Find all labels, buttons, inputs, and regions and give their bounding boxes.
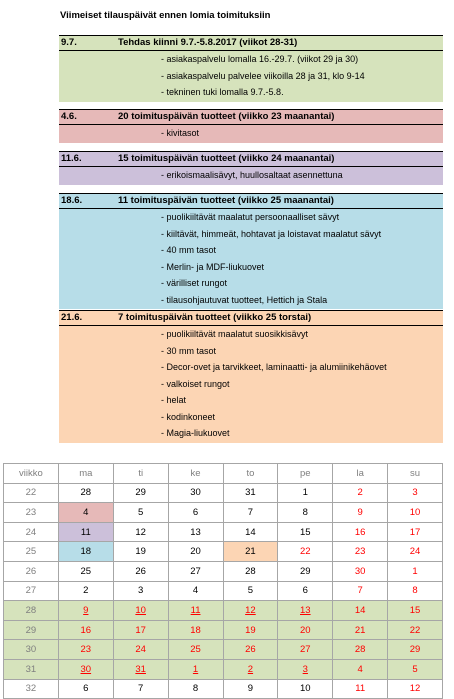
week-number: 26 — [4, 561, 59, 581]
header-cell: la — [333, 464, 388, 484]
day-cell: 31 — [113, 659, 168, 679]
day-cell: 24 — [388, 542, 443, 562]
list-item: - asiakaspalvelu lomalla 16.-29.7. (viikot 29 ja 30) — [161, 54, 359, 64]
list-item: - asiakaspalvelu palvelee viikoilla 28 ja 31, klo 9-14 — [161, 70, 365, 81]
day-cell: 13 — [278, 601, 333, 621]
page-title: Viimeiset tilauspäivät ennen lomia toimituksiin — [60, 10, 271, 21]
day-cell: 12 — [223, 601, 278, 621]
week-number: 31 — [4, 659, 59, 679]
day-cell: 9 — [223, 679, 278, 699]
day-cell: 30 — [168, 483, 223, 503]
day-cell: 16 — [58, 620, 113, 640]
day-cell: 19 — [113, 542, 168, 562]
day-cell: 29 — [278, 561, 333, 581]
day-cell: 5 — [388, 659, 443, 679]
day-cell: 3 — [113, 581, 168, 601]
header-cell: su — [388, 464, 443, 484]
day-cell: 3 — [278, 659, 333, 679]
week-number: 28 — [4, 601, 59, 621]
day-cell: 4 — [333, 659, 388, 679]
week-number: 30 — [4, 640, 59, 660]
block-header — [59, 193, 443, 209]
calendar-header-row — [4, 464, 443, 484]
day-cell: 2 — [223, 659, 278, 679]
block-header — [59, 35, 443, 51]
block-20-day — [59, 109, 443, 143]
week-number: 22 — [4, 483, 59, 503]
list-item: - kiiltävät, himmeät, hohtavat ja loistavat maalatut sävyt — [161, 228, 382, 239]
day-cell: 10 — [278, 679, 333, 699]
header-cell: viikko — [4, 464, 59, 484]
day-cell: 5 — [113, 503, 168, 523]
block-label: 15 toimituspäivän tuotteet (viikko 24 maanantai) — [118, 153, 335, 164]
day-cell: 28 — [58, 483, 113, 503]
block-7-day — [59, 310, 443, 443]
list-item: - tilausohjautuvat tuotteet, Hettich ja Stala — [161, 294, 328, 305]
day-cell: 28 — [223, 561, 278, 581]
week-number: 29 — [4, 620, 59, 640]
table-row — [4, 503, 443, 523]
day-cell: 10 — [388, 503, 443, 523]
list-item: - valkoiset rungot — [161, 378, 230, 389]
day-cell: 28 — [333, 640, 388, 660]
list-item: - helat — [161, 395, 187, 405]
day-cell: 22 — [278, 542, 333, 562]
block-date: 9.7. — [61, 37, 77, 48]
day-cell: 7 — [223, 503, 278, 523]
day-cell: 26 — [113, 561, 168, 581]
block-date: 18.6. — [61, 195, 83, 206]
list-item: - puolikiiltävät maalatut persoonaalliset sävyt — [161, 212, 340, 222]
table-row — [4, 601, 443, 621]
day-cell: 22 — [388, 620, 443, 640]
day-cell: 27 — [168, 561, 223, 581]
header-cell: to — [223, 464, 278, 484]
block-11-day — [59, 193, 443, 309]
day-cell: 1 — [168, 659, 223, 679]
list-item: - kivitasot — [161, 128, 200, 138]
header-cell: ke — [168, 464, 223, 484]
day-cell: 21 — [333, 620, 388, 640]
day-cell: 11 — [168, 601, 223, 621]
table-row — [4, 640, 443, 660]
list-item: - Decor-ovet ja tarvikkeet, laminaatti- ja alumiinikehäovet — [161, 362, 387, 372]
day-cell: 21 — [223, 542, 278, 562]
block-label: 20 toimituspäivän tuotteet (viikko 23 maanantai) — [118, 111, 335, 122]
day-cell: 29 — [113, 483, 168, 503]
table-row — [4, 542, 443, 562]
block-header — [59, 109, 443, 125]
day-cell: 5 — [223, 581, 278, 601]
block-label: 7 toimituspäivän tuotteet (viikko 25 torstai) — [118, 312, 312, 323]
list-item: - tekninen tuki lomalla 9.7.-5.8. — [161, 87, 284, 97]
day-cell: 14 — [333, 601, 388, 621]
block-date: 11.6. — [61, 153, 82, 164]
day-cell: 17 — [388, 522, 443, 542]
day-cell: 12 — [113, 522, 168, 542]
list-item: - kodinkoneet — [161, 411, 216, 422]
day-cell: 10 — [113, 601, 168, 621]
day-cell: 30 — [333, 561, 388, 581]
table-row — [4, 620, 443, 640]
table-row — [4, 522, 443, 542]
block-date: 21.6. — [61, 312, 83, 323]
week-number: 32 — [4, 679, 59, 699]
header-cell: pe — [278, 464, 333, 484]
list-item: - värilliset rungot — [161, 278, 228, 288]
day-cell: 4 — [58, 503, 113, 523]
day-cell: 23 — [333, 542, 388, 562]
day-cell: 6 — [58, 679, 113, 699]
day-cell: 3 — [388, 483, 443, 503]
day-cell: 13 — [168, 522, 223, 542]
day-cell: 2 — [58, 581, 113, 601]
block-15-day — [59, 151, 443, 185]
day-cell: 14 — [223, 522, 278, 542]
day-cell: 19 — [223, 620, 278, 640]
day-cell: 15 — [278, 522, 333, 542]
day-cell: 25 — [168, 640, 223, 660]
day-cell: 1 — [278, 483, 333, 503]
list-item: - Merlin- ja MDF-liukuovet — [161, 261, 265, 272]
day-cell: 8 — [388, 581, 443, 601]
block-header — [59, 151, 443, 167]
day-cell: 27 — [278, 640, 333, 660]
day-cell: 20 — [168, 542, 223, 562]
day-cell: 15 — [388, 601, 443, 621]
header-cell: ti — [113, 464, 168, 484]
list-item: - 30 mm tasot — [161, 345, 217, 356]
day-cell: 29 — [388, 640, 443, 660]
table-row — [4, 483, 443, 503]
day-cell: 6 — [168, 503, 223, 523]
day-cell: 17 — [113, 620, 168, 640]
table-row — [4, 659, 443, 679]
week-number: 24 — [4, 522, 59, 542]
day-cell: 7 — [113, 679, 168, 699]
list-item: - puolikiiltävät maalatut suosikkisävyt — [161, 329, 309, 339]
list-item: - Magia-liukuovet — [161, 428, 230, 438]
block-date: 4.6. — [61, 111, 77, 122]
day-cell: 23 — [58, 640, 113, 660]
week-number: 23 — [4, 503, 59, 523]
day-cell: 7 — [333, 581, 388, 601]
day-cell: 18 — [168, 620, 223, 640]
day-cell: 2 — [333, 483, 388, 503]
day-cell: 1 — [388, 561, 443, 581]
day-cell: 12 — [388, 679, 443, 699]
day-cell: 26 — [223, 640, 278, 660]
day-cell: 6 — [278, 581, 333, 601]
day-cell: 20 — [278, 620, 333, 640]
day-cell: 9 — [333, 503, 388, 523]
day-cell: 4 — [168, 581, 223, 601]
day-cell: 30 — [58, 659, 113, 679]
block-label: 11 toimituspäivän tuotteet (viikko 25 maanantai) — [118, 195, 334, 206]
list-item: - 40 mm tasot — [161, 245, 217, 255]
day-cell: 8 — [278, 503, 333, 523]
day-cell: 9 — [58, 601, 113, 621]
day-cell: 31 — [223, 483, 278, 503]
block-header — [59, 310, 443, 326]
day-cell: 8 — [168, 679, 223, 699]
table-row — [4, 561, 443, 581]
block-label: Tehdas kiinni 9.7.-5.8.2017 (viikot 28-31) — [118, 37, 298, 48]
calendar-table — [3, 463, 443, 699]
list-item: - erikoismaalisävyt, huullosaltaat asennettuna — [161, 170, 343, 180]
block-factory-closed — [59, 35, 443, 102]
day-cell: 11 — [58, 522, 113, 542]
week-number: 25 — [4, 542, 59, 562]
table-row — [4, 679, 443, 699]
day-cell: 25 — [58, 561, 113, 581]
header-cell: ma — [58, 464, 113, 484]
day-cell: 24 — [113, 640, 168, 660]
day-cell: 16 — [333, 522, 388, 542]
day-cell: 18 — [58, 542, 113, 562]
day-cell: 11 — [333, 679, 388, 699]
week-number: 27 — [4, 581, 59, 601]
table-row — [4, 581, 443, 601]
